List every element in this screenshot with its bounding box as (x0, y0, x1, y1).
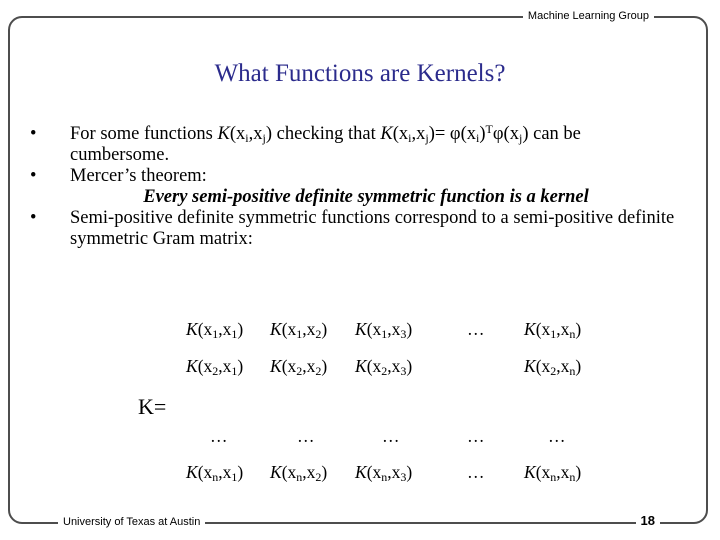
slide-frame (8, 16, 708, 524)
matrix-cell-n-2: $K(x_n,x_2)$ (270, 462, 328, 484)
bullet-dot: • (30, 124, 37, 144)
bullet-item-1: • For some functions $K(x_i,x_j)$ checking that $K(x_i,x_j)= \varphi(x_i)^T\varphi(x_j)$ can be cumbersome. (30, 122, 581, 165)
page-number: 18 (636, 513, 660, 529)
bullet-2-text: Mercer’s theorem: (70, 166, 207, 186)
bullet-item-2 (26, 166, 676, 187)
bullet-list (26, 124, 676, 250)
bullet-1-text-b: checking that (271, 124, 381, 144)
matrix-cell-n-3: $K(x_n,x_3)$ (355, 462, 413, 484)
matrix-cell-n-1: $K(x_n,x_1)$ (186, 462, 244, 484)
matrix-ellipsis: … (467, 426, 485, 446)
matrix-cell-n-n: $K(x_n,x_n)$ (524, 462, 582, 484)
matrix-cell-1-3: $K(x_1,x_3)$ (355, 319, 413, 341)
matrix-cell-2-3: $K(x_2,x_3)$ (355, 356, 413, 378)
bullet-1-text-a: For some functions (70, 124, 218, 144)
footer-label: University of Texas at Austin (58, 515, 205, 529)
slide-title: What Functions are Kernels? (214, 60, 506, 87)
matrix-cell-n-4: … (467, 462, 485, 482)
bullet-1-text-c: can be cumbersome. (70, 124, 581, 165)
bullet-item-3 (26, 208, 676, 250)
matrix-ellipsis: … (548, 426, 566, 446)
matrix-cell-1-4: … (467, 319, 485, 339)
header-label: Machine Learning Group (523, 9, 654, 23)
matrix-cell-1-1: $K(x_1,x_1)$ (186, 319, 244, 341)
matrix-cell-2-n: $K(x_2,x_n)$ (524, 356, 582, 378)
matrix-ellipsis: … (382, 426, 400, 446)
bullet-3-text: Semi-positive definite symmetric functions correspond to a semi-positive definite symmetric Gram matrix: (70, 208, 675, 249)
bullet-dot: • (30, 166, 37, 186)
matrix-cell-1-2: $K(x_1,x_2)$ (270, 319, 328, 341)
matrix-cell-2-1: $K(x_2,x_1)$ (186, 356, 244, 378)
matrix-ellipsis: … (297, 426, 315, 446)
matrix-cell-2-2: $K(x_2,x_2)$ (270, 356, 328, 378)
matrix-label: K= (138, 394, 167, 419)
bullet-dot: • (30, 208, 37, 228)
mercer-theorem-statement: Every semi-positive definite symmetric function is a kernel (143, 187, 589, 207)
matrix-cell-1-n: $K(x_1,x_n)$ (524, 319, 582, 341)
matrix-ellipsis: … (210, 426, 228, 446)
